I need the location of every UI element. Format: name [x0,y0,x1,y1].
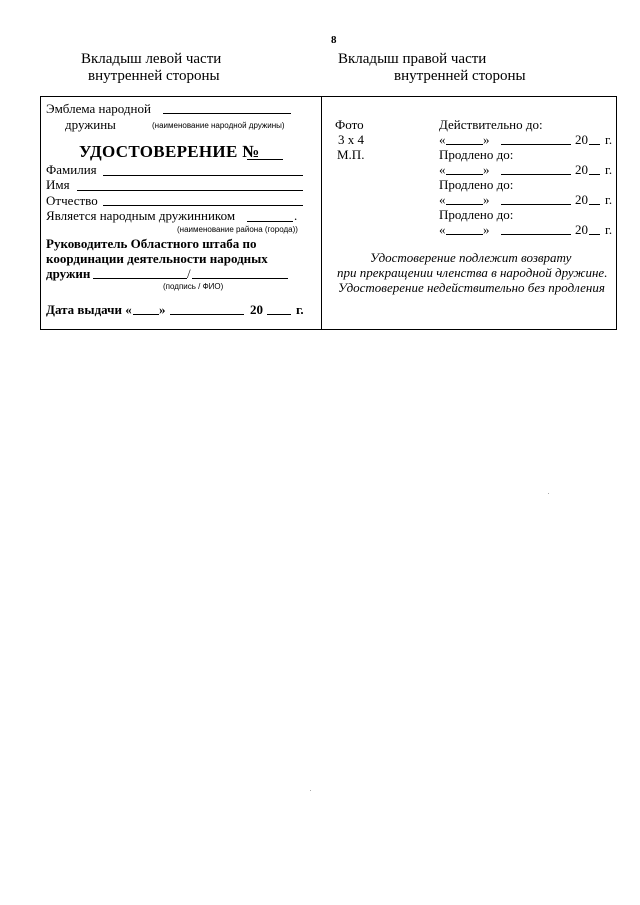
surname-line [103,175,303,176]
head-line-2: координации деятельности народных [46,251,268,266]
signature-hint: (подпись / ФИО) [163,282,224,291]
patronymic-line [103,205,303,206]
right-heading-line1: Вкладыш правой части [338,51,487,67]
valid-date-open: « [439,132,446,147]
extended-label-3: Продлено до: [439,207,514,222]
extended-3-year-line [589,234,600,235]
card-divider [321,97,322,329]
signature-line [93,278,187,279]
left-heading-line2: внутренней стороны [88,68,220,84]
right-heading-line2: внутренней стороны [394,68,526,84]
scan-speck [548,493,549,494]
extended-2-year-line [589,204,600,205]
region-line [247,221,293,222]
head-line-3: дружин [46,266,91,281]
extended-2-date-open: « [439,192,446,207]
note-line-3: Удостоверение недействительно без продления [338,280,605,295]
page-number: 8 [331,34,337,46]
extended-3-year-suffix: г. [605,222,613,237]
extended-3-year-prefix: 20 [575,222,588,237]
valid-year-suffix: г. [605,132,613,147]
surname-label: Фамилия [46,162,97,177]
member-text: Является народным дружинником [46,208,236,223]
extended-2-day-line [446,204,483,205]
extended-2-date-close: » [483,192,490,207]
valid-day-line [446,144,483,145]
region-hint: (наименование района (города)) [177,225,298,234]
extended-label-2: Продлено до: [439,177,514,192]
emblem-hint: (наименование народной дружины) [152,121,285,130]
valid-year-prefix: 20 [575,132,588,147]
emblem-label: Эмблема народной [46,101,151,116]
signature-slash: / [187,266,191,281]
valid-until-label: Действительно до: [439,117,543,132]
extended-2-year-suffix: г. [605,192,613,207]
certificate-insert [40,96,617,330]
name-line [77,190,303,191]
certificate-title: УДОСТОВЕРЕНИЕ № [79,142,260,161]
issue-year-line [267,314,291,315]
valid-year-line [589,144,600,145]
extended-1-year-prefix: 20 [575,162,588,177]
issue-date-close: » [159,302,166,317]
photo-label: Фото [335,117,364,132]
valid-date-close: » [483,132,490,147]
extended-3-day-line [446,234,483,235]
extended-3-date-close: » [483,222,490,237]
extended-label-1: Продлено до: [439,147,514,162]
photo-size: 3 х 4 [338,132,364,147]
head-line-1: Руководитель Областного штаба по [46,236,257,251]
valid-month-line [501,144,571,145]
extended-3-month-line [501,234,571,235]
note-line-2: при прекращении членства в народной дружине. [337,265,608,280]
emblem-label-2: дружины [65,117,116,132]
fullname-line [192,278,288,279]
extended-1-year-line [589,174,600,175]
extended-1-date-open: « [439,162,446,177]
emblem-underline [163,113,291,114]
extended-1-year-suffix: г. [605,162,613,177]
issue-year: 20 [250,302,263,317]
issue-date-prefix: Дата выдачи « [46,302,132,317]
stamp-label: М.П. [337,147,365,162]
note-line-1: Удостоверение подлежит возврату [370,250,572,265]
extended-1-day-line [446,174,483,175]
issue-day-line [133,314,159,315]
extended-2-year-prefix: 20 [575,192,588,207]
extended-1-date-close: » [483,162,490,177]
member-dot: . [294,208,298,223]
extended-2-month-line [501,204,571,205]
left-heading-line1: Вкладыш левой части [81,51,222,67]
certificate-number-line [247,159,283,160]
issue-year-suffix: г. [296,302,304,317]
extended-1-month-line [501,174,571,175]
name-label: Имя [46,177,70,192]
issue-month-line [170,314,244,315]
scan-speck [310,790,311,791]
extended-3-date-open: « [439,222,446,237]
patronymic-label: Отчество [46,193,98,208]
